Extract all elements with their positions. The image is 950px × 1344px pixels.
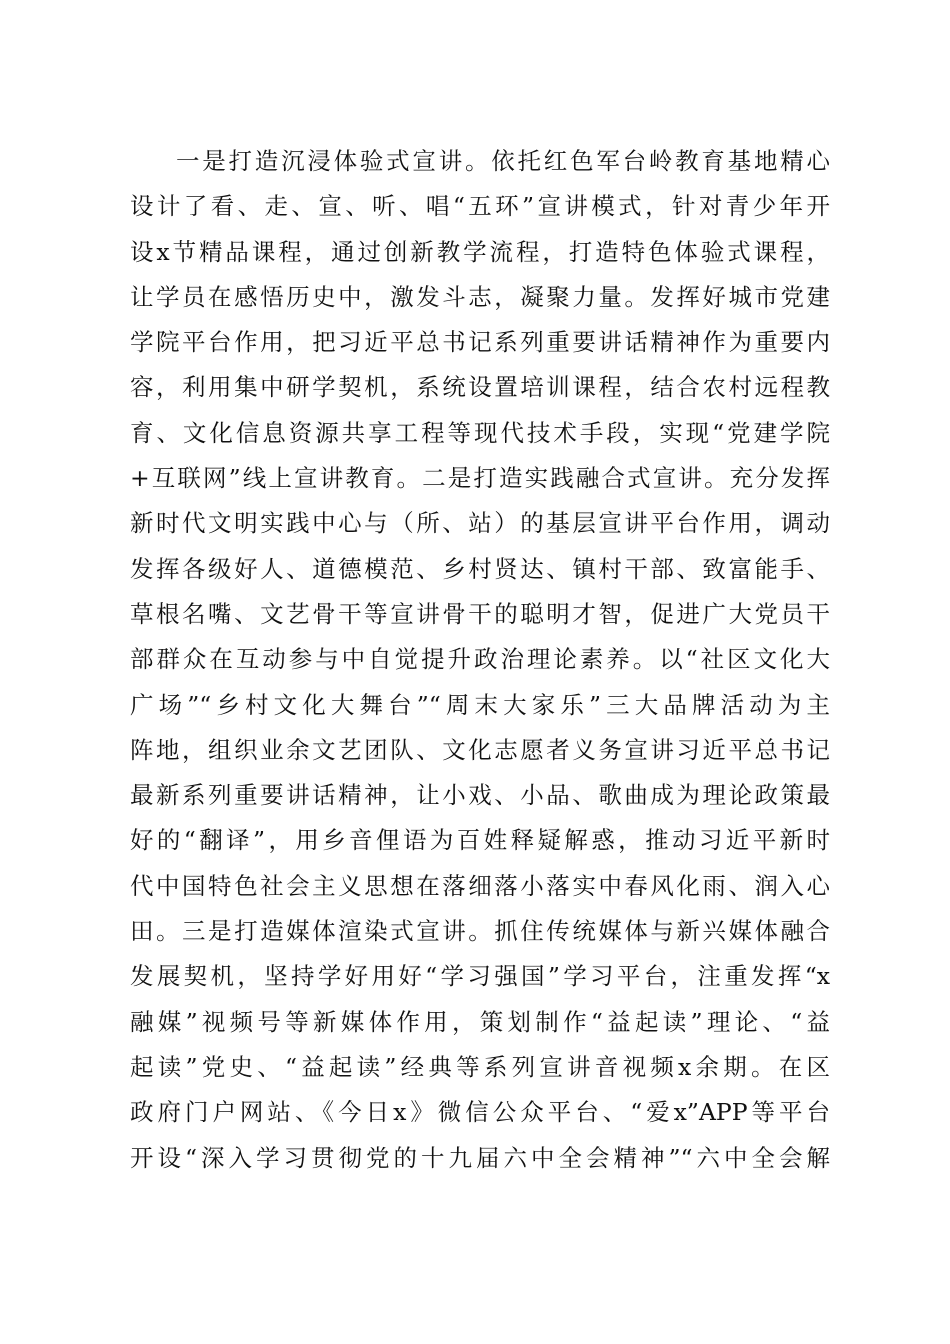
text-line-16: 好的“翻译”，用乡音俚语为百姓释疑解惑，推动习近平新时 xyxy=(130,826,830,855)
text-line-6: 容，利用集中研学契机，系统设置培训课程，结合农村远程教 xyxy=(130,373,830,402)
text-line-21: 起读”党史、“益起读”经典等系列宣讲音视频x余期。在区 xyxy=(130,1052,830,1081)
text-line-4: 让学员在感悟历史中，激发斗志，凝聚力量。发挥好城市党建 xyxy=(130,282,830,311)
text-line-13: 广场”“乡村文化大舞台”“周末大家乐”三大品牌活动为主 xyxy=(130,690,830,719)
text-line-8: +互联网”线上宣讲教育。二是打造实践融合式宣讲。充分发挥 xyxy=(130,464,830,493)
text-line-5: 学院平台作用，把习近平总书记系列重要讲话精神作为重要内 xyxy=(130,328,830,357)
text-line-9: 新时代文明实践中心与（所、站）的基层宣讲平台作用，调动 xyxy=(130,509,830,538)
text-line-7: 育、文化信息资源共享工程等现代技术手段，实现“党建学院 xyxy=(130,418,830,447)
body-paragraph xyxy=(130,139,830,1181)
text-line-20: 融媒”视频号等新媒体作用，策划制作“益起读”理论、“益 xyxy=(130,1007,830,1036)
text-line-3: 设x节精品课程，通过创新教学流程，打造特色体验式课程， xyxy=(130,237,830,266)
text-line-22: 政府门户网站、《今日x》微信公众平台、“爱x”APP等平台 xyxy=(130,1098,830,1127)
text-line-10: 发挥各级好人、道德模范、乡村贤达、镇村干部、致富能手、 xyxy=(130,554,830,583)
text-line-1: 一是打造沉浸体验式宣讲。依托红色军台岭教育基地精心 xyxy=(176,147,830,175)
text-line-11: 草根名嘴、文艺骨干等宣讲骨干的聪明才智，促进广大党员干 xyxy=(130,599,830,628)
text-line-18: 田。三是打造媒体渲染式宣讲。抓住传统媒体与新兴媒体融合 xyxy=(130,917,830,946)
text-line-23: 开设“深入学习贯彻党的十九届六中全会精神”“六中全会解 xyxy=(130,1143,830,1172)
text-line-2: 设计了看、走、宣、听、唱“五环”宣讲模式，针对青少年开 xyxy=(130,192,830,221)
text-line-14: 阵地，组织业余文艺团队、文化志愿者义务宣讲习近平总书记 xyxy=(130,735,830,764)
text-line-17: 代中国特色社会主义思想在落细落小落实中春风化雨、润入心 xyxy=(130,871,830,900)
text-line-19: 发展契机，坚持学好用好“学习强国”学习平台，注重发挥“x xyxy=(130,962,830,991)
text-line-12: 部群众在互动参与中自觉提升政治理论素养。以“社区文化大 xyxy=(130,645,830,674)
text-line-15: 最新系列重要讲话精神，让小戏、小品、歌曲成为理论政策最 xyxy=(130,781,830,810)
